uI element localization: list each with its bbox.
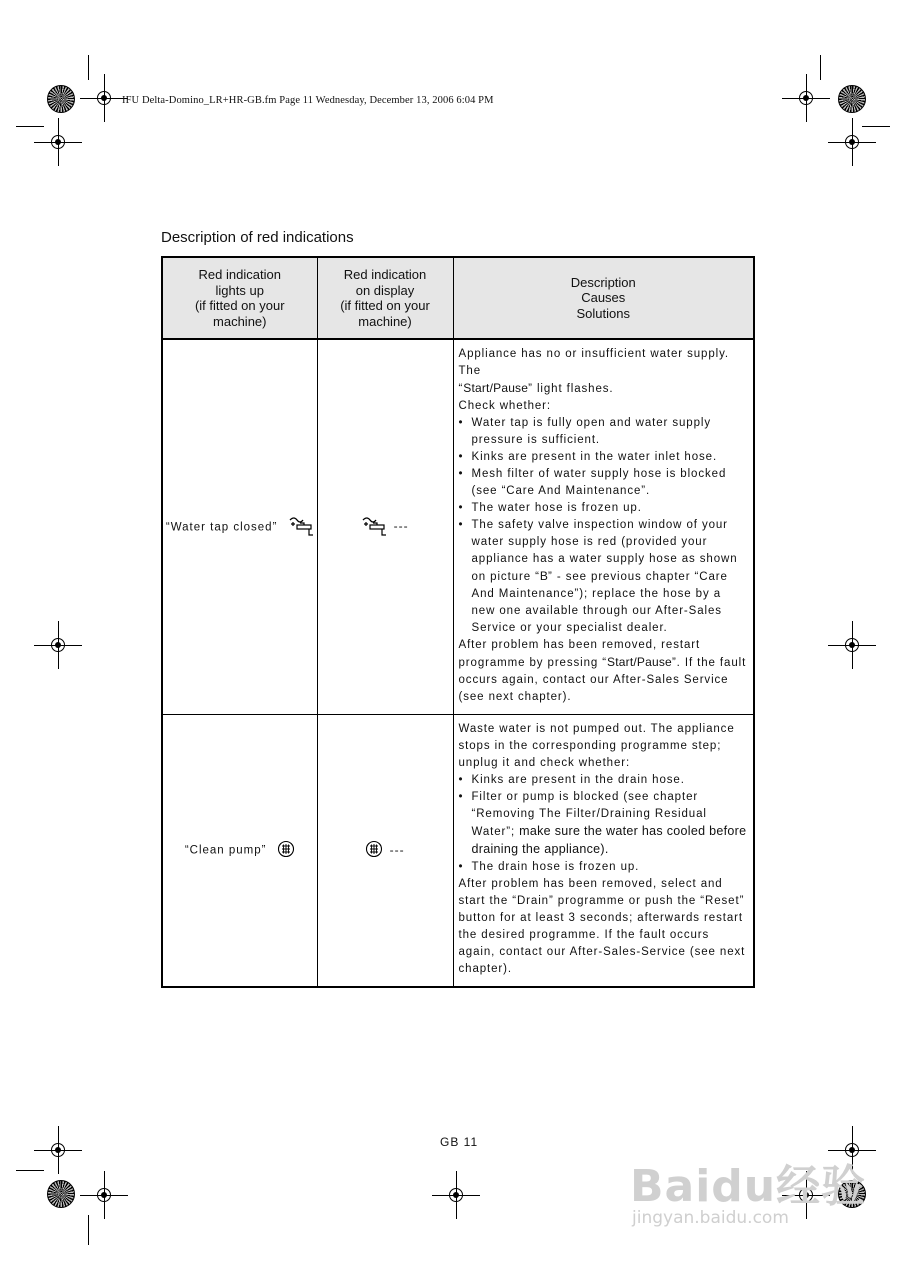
list-item: • Kinks are present in the drain hose. (459, 772, 748, 789)
list-item: • Mesh filter of water supply hose is blocked (see “Care And Maintenance”. (459, 466, 748, 500)
header-line: Description (570, 274, 636, 290)
header-line: Causes (581, 290, 626, 306)
indication-cell (162, 715, 317, 988)
water-tap-icon (361, 515, 387, 540)
description-text: Filter or pump is blocked (see chapter “Removing The Filter/Draining Residual Water”; (471, 791, 707, 838)
header-line: machine) (213, 313, 267, 329)
description-text (459, 380, 748, 398)
table-row (162, 715, 754, 988)
check-whether-text: Check whether: (458, 400, 551, 412)
trim-line (88, 55, 89, 80)
watermark-logo: Baidu经验 (630, 1161, 867, 1212)
list-item: • Water tap is fully open and water supply pressure is sufficient. (459, 415, 748, 449)
list-item: • The water hose is frozen up. (459, 500, 748, 517)
list-item: • The drain hose is frozen up. (459, 859, 748, 876)
description-cell (453, 715, 754, 988)
trim-line (862, 126, 890, 127)
indication-label: “Clean pump” (184, 844, 267, 857)
header-line: lights up (215, 282, 264, 298)
header-description (453, 257, 754, 339)
water-tap-icon (288, 515, 314, 540)
watermark-url: jingyan.baidu.com (632, 1208, 789, 1228)
header-line: on display (355, 282, 415, 298)
display-cell (317, 715, 453, 988)
red-indications-table (161, 256, 755, 988)
description-text: Appliance has no or insufficient water supply. The (458, 348, 729, 377)
trim-line (820, 55, 821, 80)
button-name: Start/Pause (463, 381, 529, 395)
description-text: The safety valve inspection window of your water supply hose is red (provided your appliance has a water supply hose as shown on picture “ (471, 519, 738, 583)
description-text: ” light flashes. (528, 383, 614, 395)
list-item (459, 517, 748, 637)
trim-line (16, 126, 44, 127)
pump-filter-icon (277, 840, 295, 861)
description-cell (453, 339, 754, 715)
display-dashes: --- (393, 519, 409, 534)
header-on-display (317, 257, 453, 339)
description-text: Waste water is not pumped out. The appliance stops in the corresponding programme step; unplug it and check whether: (458, 723, 735, 769)
table-row (162, 339, 754, 715)
trim-line (88, 1215, 89, 1245)
header-line: Red indication (198, 267, 281, 282)
registration-star-top-right (838, 85, 866, 113)
quote-mark: “ (458, 383, 464, 395)
description-text: After problem has been removed, restart programme by pressing “ (458, 639, 701, 669)
warning-text: make sure the water has cooled before draining the appliance). (471, 824, 747, 856)
section-title: Description of red indications (161, 229, 354, 246)
display-cell (317, 339, 453, 715)
watermark (630, 1150, 867, 1228)
indication-cell (162, 339, 317, 715)
description-text: ” - see previous chapter “Care And Maintenance”); replace the hose by a new one available through our After-Sales Service or your specialist dealer. (471, 571, 728, 634)
trim-line (16, 1170, 44, 1171)
header-lights-up (162, 257, 317, 339)
after-removal-text: After problem has been removed, select and start the “Drain” programme or push the “Reset” button for at least 3 seconds; afterwards restart the desired programme. If the fault occurs again, contact our After-Sales-Service (see next chapter). (458, 878, 746, 975)
picture-label: B (539, 569, 549, 583)
button-name: Start/Pause (607, 655, 672, 669)
header-line: (if fitted on your (340, 298, 430, 313)
after-removal-text (459, 637, 748, 706)
display-dashes: --- (389, 842, 405, 857)
header-line: machine) (358, 313, 412, 329)
page-number: GB 11 (440, 1135, 479, 1149)
file-header: IFU Delta-Domino_LR+HR-GB.fm Page 11 Wednesday, December 13, 2006 6:04 PM (122, 95, 494, 106)
registration-star-bottom-left (47, 1180, 75, 1208)
header-line: Solutions (576, 305, 630, 321)
header-line: Red indication (343, 267, 427, 282)
table-header-row (162, 257, 754, 339)
pump-filter-icon (365, 840, 383, 861)
list-item: • Kinks are present in the water inlet hose. (459, 449, 748, 466)
header-line: (if fitted on your (194, 298, 285, 313)
registration-star-top-left (47, 85, 75, 113)
indication-label: “Water tap closed” (165, 521, 278, 534)
list-item (459, 789, 748, 859)
description-text: ”. If the fault occurs again, contact our After-Sales Service (see next chapter). (458, 657, 747, 703)
